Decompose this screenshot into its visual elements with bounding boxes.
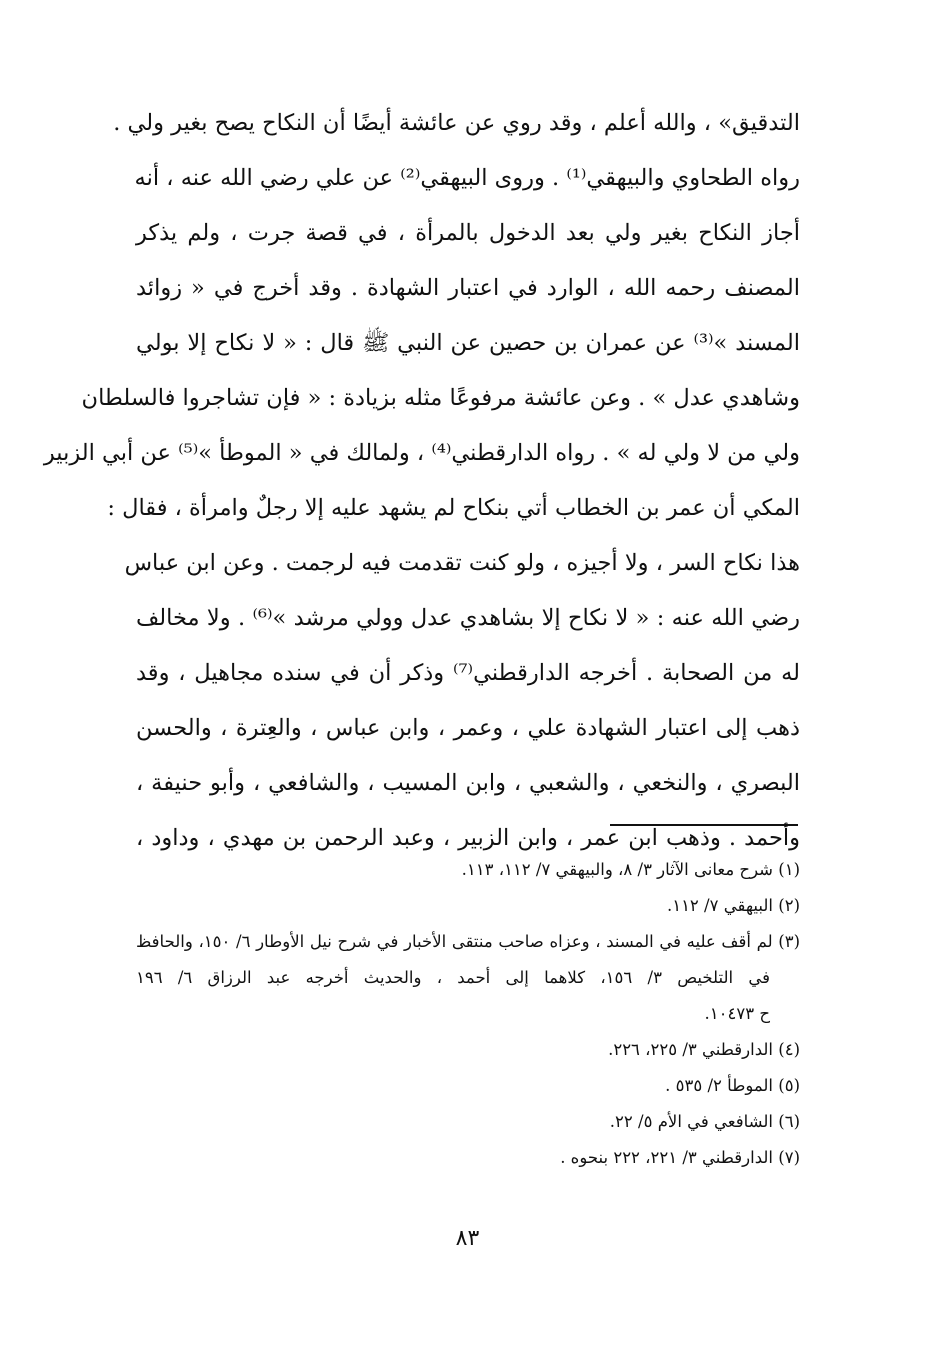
text-line: وأحمد . وذهب ابن عمر ، وابن الزبير ، وعبد الرحمن بن مهدي ، وداود ،: [136, 825, 800, 851]
footnote-5: (٥) الموطأ ٢/ ٥٣٥ .: [665, 1076, 800, 1095]
footnote-2: (٢) البيهقي ٧/ ١١٢.: [666, 896, 800, 915]
text-line: أجاز النكاح بغير ولي بعد الدخول بالمرأة ، في قصة جرت ، ولم يذكر: [136, 220, 800, 246]
text-line: ولي من لا ولي له » . رواه الدارقطني⁽⁴⁾ ، ولمالك في « الموطأ »⁽⁵⁾ عن أبي الزبير: [43, 440, 800, 466]
footnote-separator: [610, 824, 798, 826]
text-line: المصنف رحمه الله ، الوارد في اعتبار الشهادة . وقد أخرج في « زوائد: [136, 275, 800, 301]
footnote-6: (٦) الشافعي في الأم ٥/ ٢٢.: [609, 1112, 800, 1131]
footnotes: [136, 852, 800, 1176]
footnote-3-continued: في التلخيص ٣/ ١٥٦، كلاهما إلى أحمد ، والحديث أخرجه عبد الرزاق ٦/ ١٩٦: [136, 968, 770, 987]
main-text: [43, 96, 800, 866]
text-line: رضي الله عنه : « لا نكاح إلا بشاهدي عدل وولي مرشد »⁽⁶⁾ . ولا مخالف: [136, 605, 800, 631]
text-line: ذهب إلى اعتبار الشهادة علي ، وعمر ، وابن عباس ، والعِترة ، والحسن: [136, 715, 800, 741]
text-line: المسند »⁽³⁾ عن عمران بن حصين عن النبي ﷺ قال : « لا نكاح إلا بولي: [136, 330, 800, 356]
footnote-3: (٣) لم أقف عليه في المسند ، وعزاه صاحب منتقى الأخبار في شرح نيل الأوطار ٦/ ١٥٠، والحافظ: [136, 932, 800, 951]
text-line: رواه الطحاوي والبيهقي⁽¹⁾ . وروى البيهقي⁽²⁾ عن علي رضي الله عنه ، أنه: [134, 165, 800, 191]
text-line: التدقيق» ، والله أعلم ، وقد روي عن عائشة أيضًا أن النكاح يصح بغير ولي .: [113, 110, 800, 136]
page-number: ٨٣: [455, 1226, 480, 1251]
text-line: المكي أن عمر بن الخطاب أتي بنكاح لم يشهد عليه إلا رجلٌ وامرأة ، فقال :: [107, 495, 800, 521]
footnote-4: (٤) الدارقطني ٣/ ٢٢٥، ٢٢٦.: [608, 1040, 800, 1059]
footnote-1: (١) شرح معانی الآثار ٣/ ٨، والبيهقي ٧/ ١١٢، ١١٣.: [461, 860, 800, 879]
text-line: البصري ، والنخعي ، والشعبي ، وابن المسيب ، والشافعي ، وأبو حنيفة ،: [136, 770, 800, 796]
text-line: وشاهدي عدل » . وعن عائشة مرفوعًا مثله بزيادة : « فإن تشاجروا فالسلطان: [81, 385, 800, 411]
footnote-3-continued: ح ١٠٤٧٣.: [704, 1004, 770, 1023]
text-line: له من الصحابة . أخرجه الدارقطني⁽⁷⁾ وذكر أن في سنده مجاهيل ، وقد: [136, 660, 800, 686]
footnote-7: (٧) الدارقطني ٣/ ٢٢١، ٢٢٢ بنحوه .: [560, 1148, 800, 1167]
text-line: هذا نكاح السر ، ولا أجيزه ، ولو كنت تقدمت فيه لرجمت . وعن ابن عباس: [124, 550, 800, 576]
